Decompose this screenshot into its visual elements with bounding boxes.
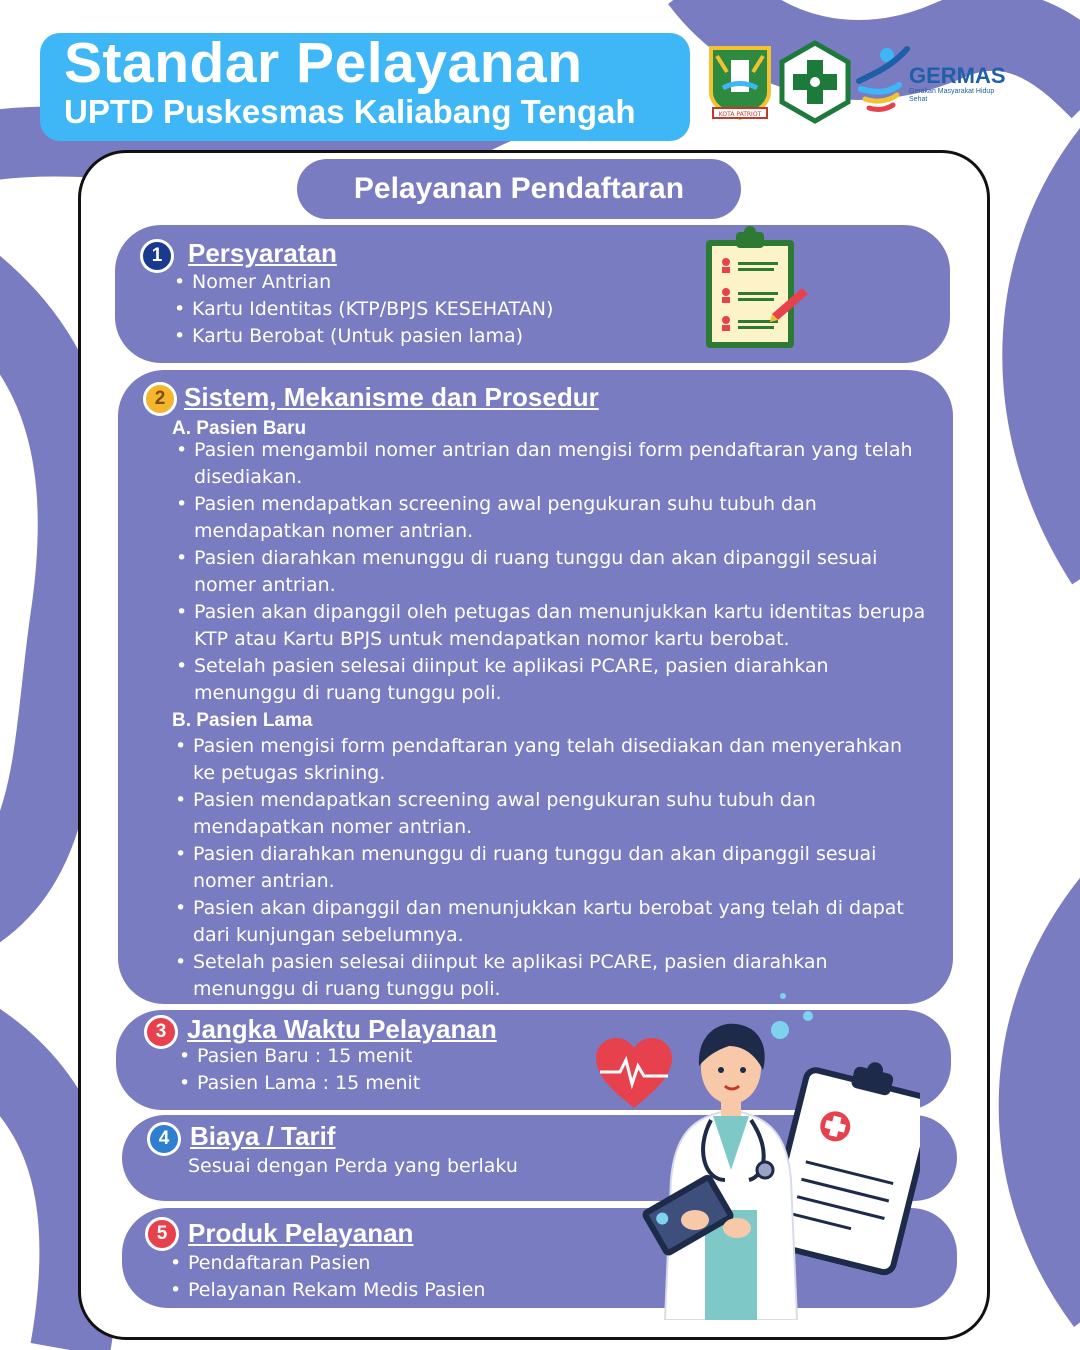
list-item: • Pasien mengisi form pendaftaran yang telah disediakan dan menyerahkan ke petugas skrining.	[175, 733, 925, 787]
section-title-persyaratan: Persyaratan	[188, 238, 337, 268]
page-title: Standar Pelayanan	[64, 31, 583, 95]
list-item: • Pasien Lama : 15 menit	[179, 1070, 539, 1097]
list-item: • Pelayanan Rekam Medis Pasien	[170, 1277, 570, 1304]
list-item: • Pasien akan dipanggil dan menunjukkan kartu berobat yang telah di dapat dari kunjungan sebelumnya.	[175, 895, 925, 949]
germas-icon	[855, 45, 911, 117]
list-item: • Kartu Identitas (KTP/BPJS KESEHATAN)	[174, 296, 694, 323]
subheading-pasien-baru: A. Pasien Baru	[172, 418, 307, 439]
list-item: • Pasien mengambil nomer antrian dan mengisi form pendaftaran yang telah disediakan.	[176, 437, 926, 491]
list-item: • Pasien diarahkan menunggu di ruang tunggu dan akan dipanggil sesuai nomer antrian.	[176, 545, 926, 599]
list-item: • Pendaftaran Pasien	[170, 1250, 570, 1277]
doctor-illustration-icon	[625, 1020, 920, 1320]
clipboard-icon	[700, 222, 810, 354]
list-item: • Pasien mendapatkan screening awal pengukuran suhu tubuh dan mendapatkan nomer antrian.	[175, 787, 925, 841]
jangka-waktu-list	[179, 1043, 539, 1097]
list-item: • Setelah pasien selesai diinput ke aplikasi PCARE, pasien diarahkan menunggu di ruang tunggu poli.	[176, 653, 926, 707]
number-badge-5: 5	[145, 1217, 179, 1251]
pasien-lama-list	[175, 733, 925, 1003]
city-seal-icon	[705, 42, 775, 122]
subheading-pasien-lama: B. Pasien Lama	[172, 710, 313, 731]
number-badge-4: 4	[147, 1122, 181, 1156]
service-title: Pelayanan Pendaftaran	[297, 159, 741, 219]
svg-text:KOTA PATRIOT: KOTA PATRIOT	[718, 111, 762, 118]
list-item: • Pasien diarahkan menunggu di ruang tunggu dan akan dipanggil sesuai nomer antrian.	[175, 841, 925, 895]
list-item: • Nomer Antrian	[174, 269, 694, 296]
list-item: • Kartu Berobat (Untuk pasien lama)	[174, 323, 694, 350]
produk-list	[170, 1250, 570, 1304]
number-badge-1: 1	[140, 239, 174, 273]
section-title-produk: Produk Pelayanan	[188, 1218, 414, 1248]
health-ministry-icon	[778, 40, 852, 124]
page-subtitle: UPTD Puskesmas Kaliabang Tengah	[64, 93, 636, 130]
list-item: • Setelah pasien selesai diinput ke aplikasi PCARE, pasien diarahkan menunggu di ruang tunggu poli.	[175, 949, 925, 1003]
list-item: • Pasien akan dipanggil oleh petugas dan menunjukkan kartu identitas berupa KTP atau Kartu BPJS untuk mendapatkan nomor kartu berobat.	[176, 599, 926, 653]
germas-tagline: Gerakan Masyarakat Hidup Sehat	[909, 88, 995, 103]
biaya-text: Sesuai dengan Perda yang berlaku	[188, 1155, 518, 1177]
germas-logo-text: GERMAS	[909, 63, 1006, 88]
section-title-sistem: Sistem, Mekanisme dan Prosedur	[184, 382, 599, 412]
list-item: • Pasien mendapatkan screening awal pengukuran suhu tubuh dan mendapatkan nomer antrian.	[176, 491, 926, 545]
persyaratan-list	[174, 269, 694, 350]
list-item: • Pasien Baru : 15 menit	[179, 1043, 539, 1070]
number-badge-3: 3	[144, 1015, 178, 1049]
pasien-baru-list	[176, 437, 926, 707]
number-badge-2: 2	[143, 382, 177, 416]
section-title-biaya: Biaya / Tarif	[190, 1121, 336, 1151]
section-title-jangka-waktu: Jangka Waktu Pelayanan	[187, 1014, 497, 1044]
